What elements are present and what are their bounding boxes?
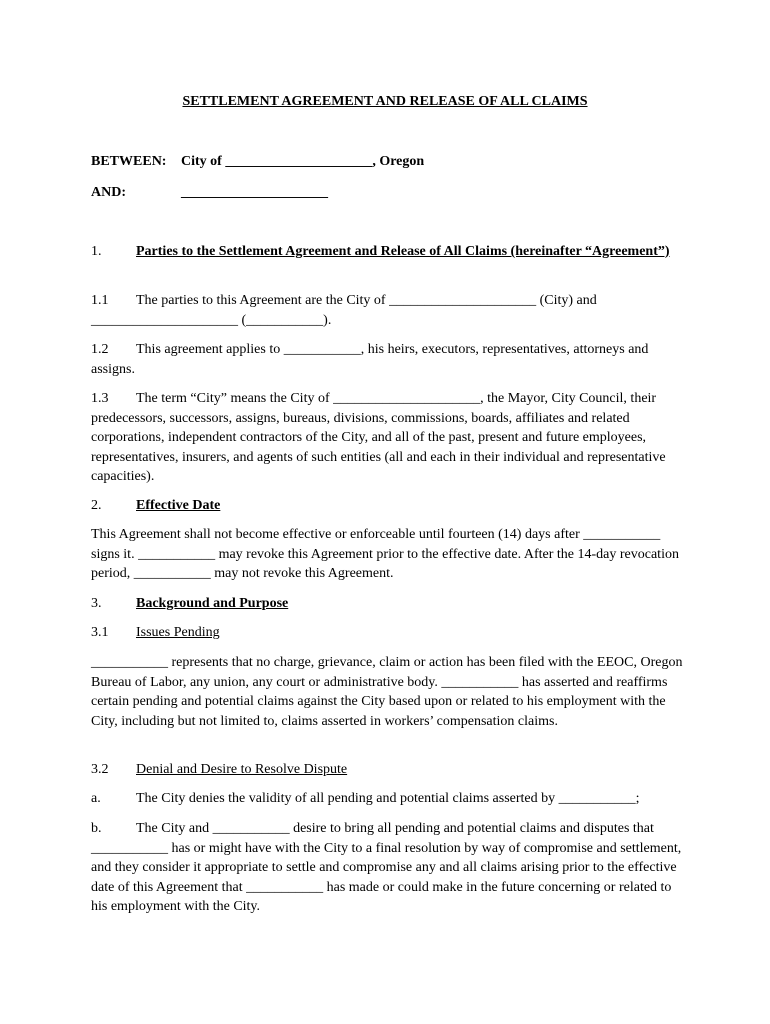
clause-3-2-b-number: b. (91, 821, 102, 836)
between-row (91, 154, 424, 170)
and-value: _____________________ (181, 185, 328, 200)
clause-1-3-text: The term “City” means the City of _____________________, the Mayor, City Council, their predecessors, successors, assigns, bureaus, divisions, commissions, boards, affiliates and related corporations, independent contractors of the City, and all of the past, present and future employees, representatives, insurers, and agents of such entities (all and each in their individual and representative capacities). (91, 391, 666, 484)
section-1-title: Parties to the Settlement Agreement and Release of All Claims (hereinafter “Agreement”) (136, 244, 670, 259)
clause-1-3-number: 1.3 (91, 391, 109, 406)
clause-3-2-b (91, 819, 683, 917)
section-2-number: 2. (91, 498, 102, 513)
section-1-number: 1. (91, 244, 102, 259)
clause-3-2-a-number: a. (91, 791, 101, 806)
clause-1-1-text: The parties to this Agreement are the City of _____________________ (City) and _____________________ (___________). (91, 293, 597, 328)
section-1-heading (91, 242, 681, 262)
and-row (91, 185, 328, 201)
section-3-number: 3. (91, 596, 102, 611)
section-3-heading (91, 594, 681, 614)
clause-1-2 (91, 340, 683, 379)
subsection-3-2-heading (91, 760, 681, 780)
subsection-3-1-text: ___________ represents that no charge, grievance, claim or action has been filed with the EEOC, Oregon Bureau of Labor, any union, any court or administrative body. ___________ has asserted and reaffirms certain pending and potential claims against the City based upon or related to his employment with the City, including but not limited to, claims asserted in workers’ compensation claims. (91, 655, 683, 729)
subsection-3-1-title: Issues Pending (136, 625, 220, 640)
section-2-heading (91, 496, 681, 516)
between-value: City of _____________________, Oregon (181, 154, 425, 169)
subsection-3-2-number: 3.2 (91, 762, 109, 777)
and-label: AND: (91, 185, 126, 200)
clause-1-1-number: 1.1 (91, 293, 109, 308)
subsection-3-2-title: Denial and Desire to Resolve Dispute (136, 762, 348, 777)
clause-3-2-b-text: The City and ___________ desire to bring all pending and potential claims and disputes that ___________ has or might have with the City to a final resolution by way of compromise and settlement, and they consider it appropriate to settle and compromise any and all claims arising prior to the effective date of this Agreement that ___________ has made or could make in the future concerning or related to his employment with the City. (91, 821, 682, 914)
clause-1-1 (91, 291, 683, 330)
document-title: SETTLEMENT AGREEMENT AND RELEASE OF ALL CLAIMS (182, 94, 588, 109)
between-label: BETWEEN: (91, 154, 167, 169)
clause-3-2-a-text: The City denies the validity of all pending and potential claims asserted by ___________; (136, 791, 640, 806)
section-2-text: This Agreement shall not become effective or enforceable until fourteen (14) days after ___________ signs it. ___________ may revoke this Agreement prior to the effective date. After the 14-day revocation period, ___________ may not revoke this Agreement. (91, 527, 679, 581)
clause-3-2-a (91, 789, 683, 809)
section-3-title: Background and Purpose (136, 596, 289, 611)
clause-1-2-text: This agreement applies to ___________, his heirs, executors, representatives, attorneys and assigns. (91, 342, 649, 377)
clause-1-3 (91, 389, 683, 487)
clause-1-2-number: 1.2 (91, 342, 109, 357)
subsection-3-1-heading (91, 623, 681, 643)
section-2-title: Effective Date (136, 498, 221, 513)
subsection-3-1-number: 3.1 (91, 625, 109, 640)
